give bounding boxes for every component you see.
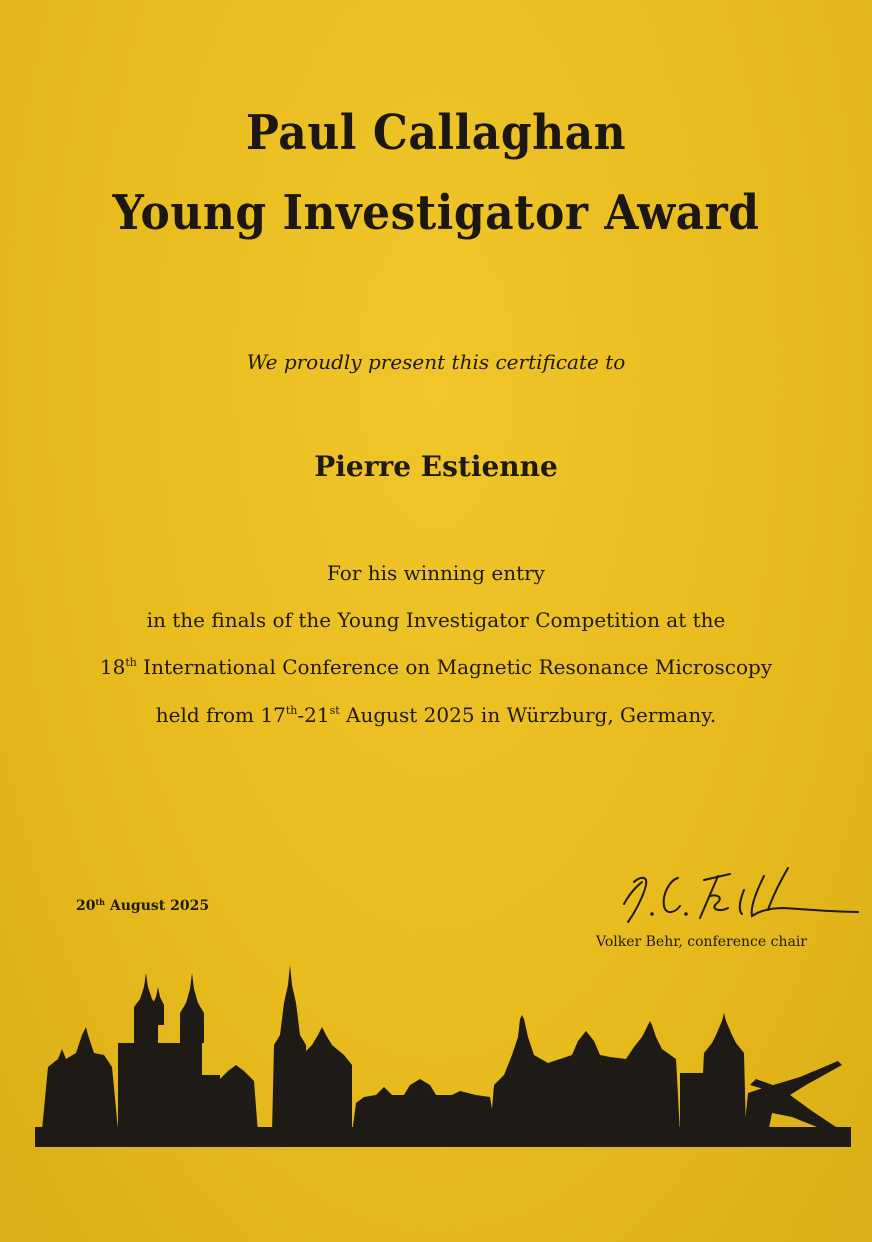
- date-range-end: -21: [297, 703, 330, 727]
- handwritten-signature: [612, 860, 862, 930]
- ordinal-suffix: th: [285, 704, 298, 717]
- citation-line-3: [0, 655, 872, 679]
- issue-date: [76, 898, 209, 914]
- conference-number: 18: [99, 655, 126, 679]
- city-skyline-silhouette: [0, 955, 872, 1155]
- issue-date-day: 20: [76, 898, 96, 914]
- citation-line-1: For his winning entry: [327, 561, 545, 585]
- conference-name: International Conference on Magnetic Resonance Microscopy: [136, 655, 773, 679]
- recipient-name: Pierre Estienne: [314, 450, 558, 483]
- issue-date-rest: August 2025: [105, 898, 210, 914]
- ordinal-suffix: th: [95, 897, 105, 907]
- award-title-line1: Paul Callaghan: [245, 105, 627, 162]
- date-range-location: August 2025 in Würzburg, Germany.: [339, 703, 717, 727]
- presentation-intro: We proudly present this certificate to: [246, 350, 626, 374]
- ordinal-suffix: st: [329, 704, 340, 717]
- citation-line-2: in the finals of the Young Investigator Competition at the: [146, 608, 726, 632]
- ordinal-suffix: th: [125, 656, 137, 669]
- date-range-start: held from 17: [155, 703, 286, 727]
- signatory-caption: Volker Behr, conference chair: [596, 934, 807, 950]
- award-title-line2: Young Investigator Award: [112, 185, 760, 242]
- citation-line-4: [0, 703, 872, 727]
